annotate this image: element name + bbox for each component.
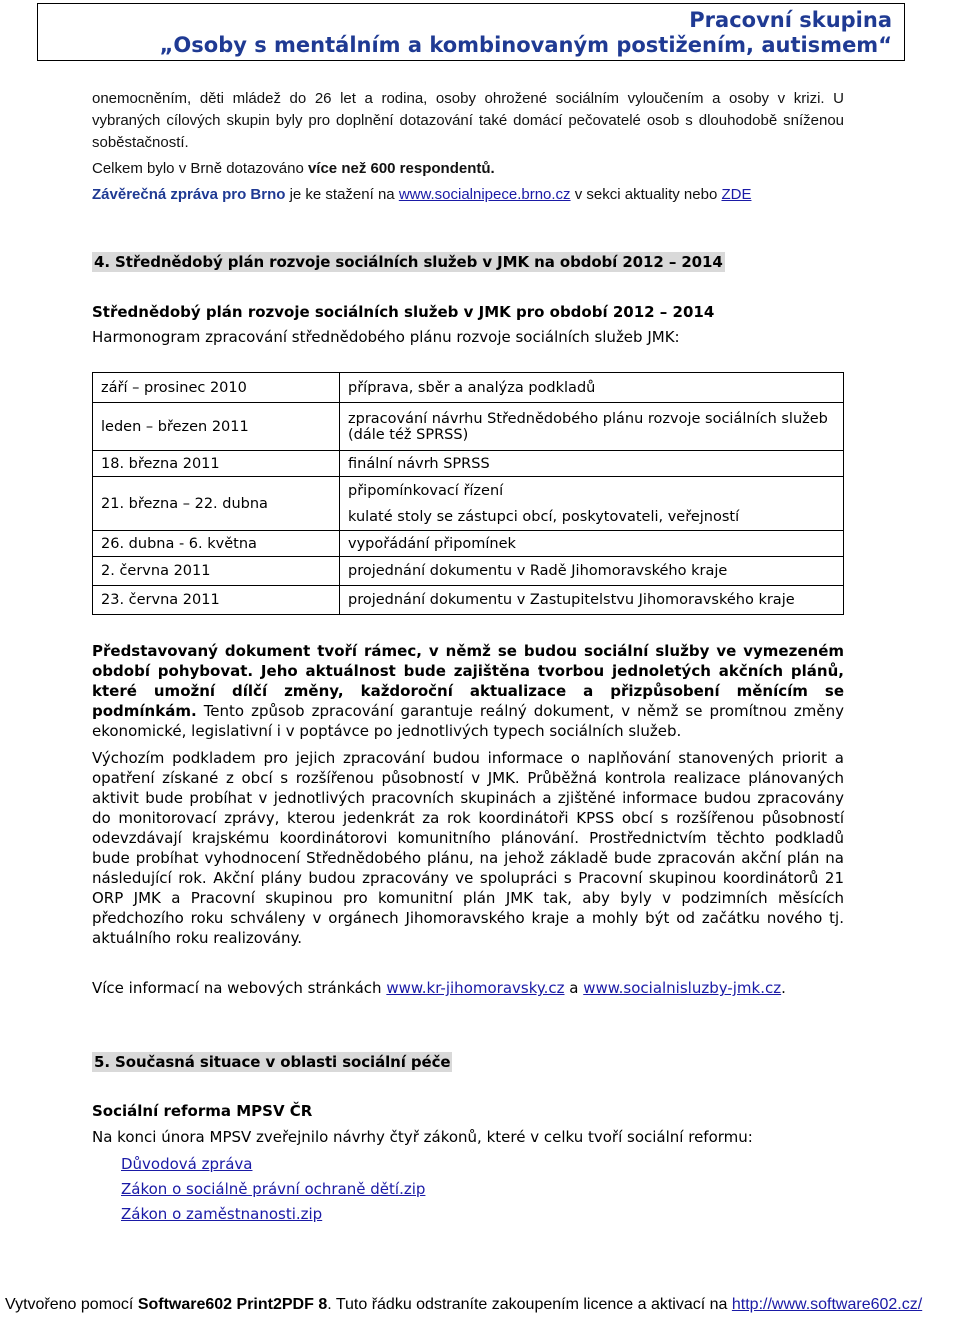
schedule-date: 2. června 2011 (93, 557, 340, 586)
header-subtitle: „Osoby s mentálním a kombinovaným postižením, autismem“ (159, 33, 892, 57)
schedule-date: leden – březen 2011 (93, 403, 340, 451)
reform-links (121, 1152, 425, 1227)
schedule-task: finální návrh SPRSS (340, 451, 844, 477)
section-5-heading: 5. Současná situace v oblasti sociální péče (94, 1053, 451, 1071)
reform-intro: Na konci února MPSV zveřejnilo návrhy čtyř zákonů, které v celku tvoří sociální reformu: (92, 1128, 753, 1146)
software602-link[interactable]: http://www.software602.cz/ (731, 1296, 923, 1313)
more-info: Více informací na webových stránkách www.kr-jihomoravsky.cz a www.socialnisluzby-jmk.cz. (92, 979, 786, 997)
section-5-subheading: Sociální reforma MPSV ČR (92, 1102, 313, 1120)
schedule-task: připomínkovací řízení kulaté stoly se zástupci obcí, poskytovateli, veřejností (340, 477, 844, 531)
schedule-date: září – prosinec 2010 (93, 373, 340, 403)
schedule-task: projednání dokumentu v Radě Jihomoravského kraje (340, 557, 844, 586)
socialnipece-link[interactable]: www.socialnipece.brno.cz (398, 186, 571, 203)
intro-report: Závěrečná zpráva pro Brno je ke stažení na www.socialnipece.brno.cz v sekci aktuality nebo ZDE (92, 186, 752, 203)
schedule-task: zpracování návrhu Střednědobého plánu rozvoje sociálních služeb (dále též SPRSS) (340, 403, 844, 451)
plan-process: Výchozím podkladem pro jejich zpracování budou informace o naplňování stanovených priorit a opatření získané z obcí s rozšířenou působností v JMK. Průběžná kontrola realizace plánovaných aktivit bude probíhat v jednotlivých pracovních skupinách a zjištěné informace budou zpracovány do monitorovací zprávy, kterou jedenkrát za rok koordinátoři KPSS obcí s rozšířenou působností odevzdávají krajskému koordinátorovi komunitního plánování. Prostřednictvím těchto podkladů bude probíhat vyhodnocení Střednědobého plánu, na jehož základě bude zpracován akční plán na následující rok. Akční plány budou zpracovány ve spolupráci s Pracovní skupinou koordinátorů 21 ORP JMK a Pracovní skupinou pro komunitní plán JMK tak, aby byly v podzimních měsících předchozího roku schváleny v orgánech Jihomoravského kraje a mohly být od začátku nového tj. aktuálního roku realizovány. (92, 749, 844, 947)
report-title: Závěrečná zpráva pro Brno (92, 186, 286, 203)
harmonogram-intro: Harmonogram zpracování střednědobého plánu rozvoje sociálních služeb JMK: (92, 328, 680, 346)
schedule-table (92, 372, 844, 615)
table-row (93, 403, 844, 451)
header-title: Pracovní skupina (689, 8, 892, 32)
intro-respondents: Celkem bylo v Brně dotazováno více než 600 respondentů. (92, 160, 495, 177)
schedule-task: projednání dokumentu v Zastupitelstvu Jihomoravského kraje (340, 586, 844, 615)
socialnisluzby-link[interactable]: www.socialnisluzby-jmk.cz (583, 979, 782, 997)
kr-jihomoravsky-link[interactable]: www.kr-jihomoravsky.cz (386, 979, 565, 997)
schedule-task: vypořádání připomínek (340, 531, 844, 557)
schedule-date: 26. dubna - 6. května (93, 531, 340, 557)
zakon-ochrana-deti-link[interactable]: Zákon o sociálně právní ochraně dětí.zip (121, 1180, 426, 1198)
schedule-date: 23. června 2011 (93, 586, 340, 615)
intro-text: onemocněním, děti mládež do 26 let a rodina, osoby ohrožené sociálním vyloučením a osoby v krizi. U vybraných cílových skupin byly pro doplnění dotazování také domácí pečovatelé osob s dlouhodobě sníženou soběstačností. (92, 90, 844, 151)
zakon-zamestnanost-link[interactable]: Zákon o zaměstnanosti.zip (121, 1205, 323, 1223)
respondents-count: více než 600 respondentů. (307, 160, 495, 177)
table-row (93, 373, 844, 403)
intro-block (92, 88, 844, 206)
schedule-date: 18. března 2011 (93, 451, 340, 477)
duvodova-zprava-link[interactable]: Důvodová zpráva (121, 1155, 253, 1173)
plan-description: Představovaný dokument tvoří rámec, v němž se budou sociální služby ve vymezeném období pohybovat. Jeho aktuálnost bude zajištěna tvorbou jednoletých akčních plánů, které umožní dílčí změny, každoroční aktualizace a přizpůsobení měnícím se podmínkám. Tento způsob zpracování garantuje reálný dokument, v němž se promítnou změny ekonomické, legislativní i v poptávce po jednotlivých typech sociálních služeb. (92, 642, 844, 740)
table-row (93, 586, 844, 615)
zde-link[interactable]: ZDE (721, 186, 752, 203)
table-row (93, 557, 844, 586)
schedule-date: 21. března – 22. dubna (93, 477, 340, 531)
table-row (93, 531, 844, 557)
table-row (93, 477, 844, 531)
schedule-task: příprava, sběr a analýza podkladů (340, 373, 844, 403)
page-header (37, 3, 905, 61)
table-row (93, 451, 844, 477)
footer-notice: Vytvořeno pomocí Software602 Print2PDF 8. Tuto řádku odstraníte zakoupením licence a aktivací na http://www.software602.cz/ (5, 1296, 923, 1313)
section-4-subheading: Střednědobý plán rozvoje sociálních služeb v JMK pro období 2012 – 2014 (92, 303, 715, 321)
section-4-heading: 4. Střednědobý plán rozvoje sociálních služeb v JMK na období 2012 – 2014 (94, 253, 723, 271)
